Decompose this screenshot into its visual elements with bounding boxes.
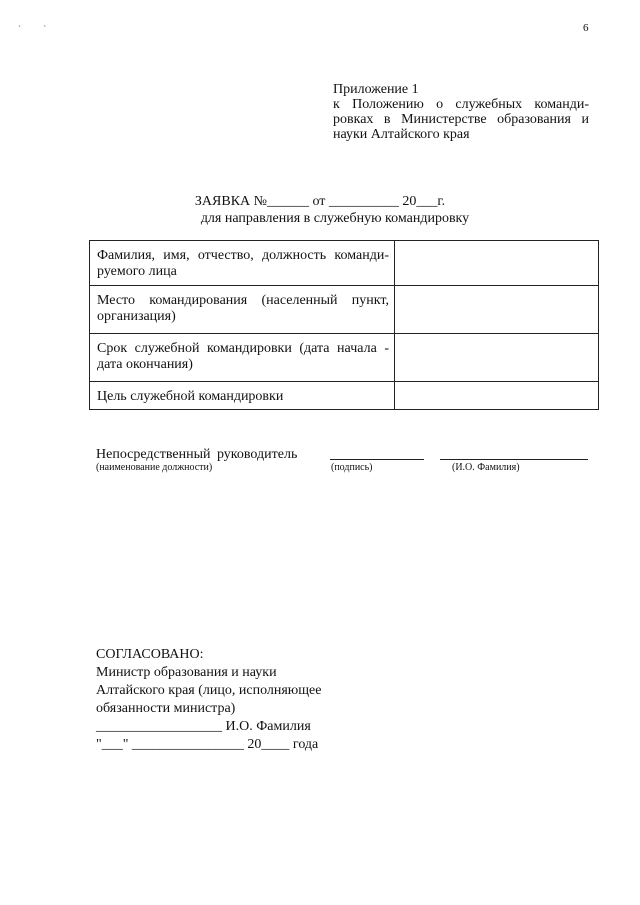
appendix-line-3: ровках в Министерстве образования и	[333, 112, 589, 127]
appendix-line-1: Приложение 1	[333, 82, 419, 97]
appendix-line-2: к Положению о служебных команди-	[333, 97, 589, 112]
approval-line-2: Алтайского края (лицо, исполняющее	[96, 683, 322, 698]
row-label	[90, 334, 395, 382]
row-label	[90, 382, 395, 410]
table-row	[90, 241, 599, 286]
page-number: 6	[583, 22, 589, 34]
approval-heading: СОГЛАСОВАНО:	[96, 647, 204, 662]
row-label-line: Срок служебной командировки (дата начала -	[97, 341, 389, 356]
approval-block	[96, 646, 321, 754]
row-value-cell[interactable]	[394, 334, 598, 382]
row-label-line: дата окончания)	[97, 357, 193, 372]
appendix-line-4: науки Алтайского края	[333, 127, 470, 142]
caption-name: (И.О. Фамилия)	[452, 462, 520, 473]
row-label-line: Место командирования (населенный пункт,	[97, 293, 389, 308]
scan-specks: ` `	[18, 24, 57, 34]
application-subtitle: для направления в служебную командировку	[200, 211, 470, 226]
row-label	[90, 286, 395, 334]
row-label-line: Фамилия, имя, отчество, должность команди-	[97, 248, 389, 263]
trip-details-table	[89, 240, 599, 410]
supervisor-label: Непосредственный руководитель	[96, 447, 298, 462]
table-row	[90, 382, 599, 410]
application-title: ЗАЯВКА №______ от __________ 20___г.	[194, 194, 446, 209]
caption-signature: (подпись)	[331, 462, 373, 473]
row-label	[90, 241, 395, 286]
row-value-cell[interactable]	[394, 382, 598, 410]
approval-line-3: обязанности министра)	[96, 701, 236, 716]
table-row	[90, 286, 599, 334]
caption-position: (наименование должности)	[96, 462, 213, 473]
approval-line-1: Министр образования и науки	[96, 665, 277, 680]
row-label-line: руемого лица	[97, 264, 177, 279]
row-label-line: организация)	[97, 309, 176, 324]
signature-blank[interactable]	[330, 459, 424, 460]
approval-signature-line: __________________ И.О. Фамилия	[96, 719, 311, 734]
row-value-cell[interactable]	[394, 241, 598, 286]
row-label-line: Цель служебной командировки	[97, 389, 284, 404]
table-row	[90, 334, 599, 382]
name-blank[interactable]	[440, 459, 588, 460]
appendix-reference	[333, 82, 589, 142]
row-value-cell[interactable]	[394, 286, 598, 334]
approval-date-line: "___" ________________ 20____ года	[96, 737, 319, 752]
